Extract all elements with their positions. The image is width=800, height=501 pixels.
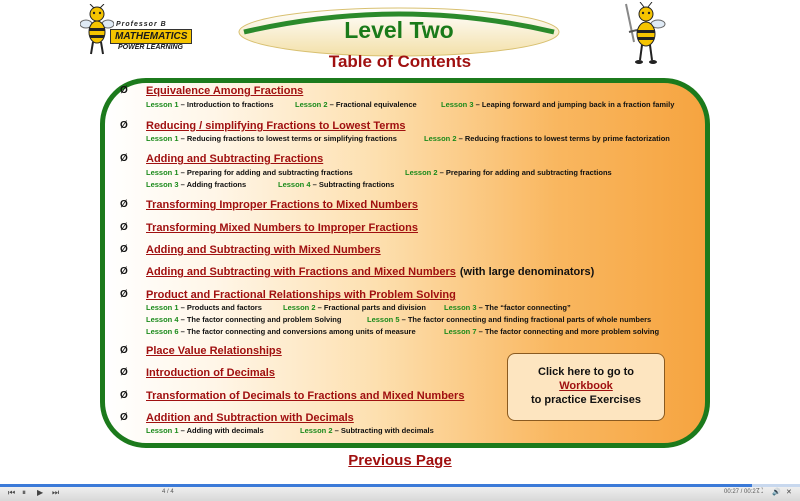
- previous-page-link[interactable]: Previous Page: [348, 452, 452, 469]
- section-bullet: Ø: [120, 120, 128, 131]
- lesson-link[interactable]: Lesson 6 – The factor connecting and conversions among units of measure: [146, 327, 416, 336]
- lesson-link[interactable]: Lesson 2 – Subtracting with decimals: [300, 426, 434, 435]
- rewind-icon[interactable]: ⏮: [8, 488, 16, 497]
- section-link-improper-to-mixed[interactable]: Transforming Improper Fractions to Mixed Numbers: [146, 199, 418, 211]
- bee-with-sword-icon: [618, 2, 666, 66]
- section-bullet: Ø: [120, 289, 128, 300]
- lesson-link[interactable]: Lesson 1 – Reducing fractions to lowest terms or simplifying fractions: [146, 134, 397, 143]
- lesson-link[interactable]: Lesson 4 – The factor connecting and problem Solving: [146, 315, 342, 324]
- lesson-link[interactable]: Lesson 1 – Adding with decimals: [146, 426, 264, 435]
- section-link-equivalence-among-fractions[interactable]: Equivalence Among Fractions: [146, 85, 304, 97]
- section-bullet: Ø: [120, 412, 128, 423]
- section-title-note: (with large denominators): [459, 266, 595, 278]
- playback-time: 00:27 / 00:27: [724, 489, 760, 495]
- playback-progress-bar[interactable]: [0, 484, 800, 487]
- professor-b-logo: [80, 4, 200, 58]
- section-link-reducing-fractions[interactable]: Reducing / simplifying Fractions to Lowest Terms: [146, 120, 406, 132]
- workbook-link[interactable]: Workbook: [559, 380, 613, 392]
- table-of-contents-heading: Table of Contents: [328, 52, 472, 71]
- lesson-link[interactable]: Lesson 5 – The factor connecting and finding fractional parts of whole numbers: [367, 315, 652, 324]
- lesson-link[interactable]: Lesson 3 – Leaping forward and jumping back in a fraction family: [441, 100, 675, 109]
- fullscreen-icon[interactable]: ⛶: [758, 488, 763, 495]
- next-icon[interactable]: ⏭: [52, 488, 60, 497]
- lesson-link[interactable]: Lesson 1 – Preparing for adding and subtracting fractions: [146, 168, 353, 177]
- lesson-link[interactable]: Lesson 2 – Preparing for adding and subtracting fractions: [405, 168, 612, 177]
- logo-bottom-text: POWER LEARNING: [118, 44, 183, 51]
- section-link-introduction-decimals[interactable]: Introduction of Decimals: [146, 367, 275, 379]
- pause-icon[interactable]: ⏸: [22, 488, 26, 497]
- logo-top-text: Professor B: [116, 21, 167, 28]
- section-bullet: Ø: [120, 153, 128, 164]
- volume-icon[interactable]: 🔊: [772, 489, 781, 496]
- lesson-link[interactable]: Lesson 4 – Subtracting fractions: [278, 180, 395, 189]
- lesson-link[interactable]: Lesson 3 – Adding fractions: [146, 180, 247, 189]
- section-bullet: Ø: [120, 367, 128, 378]
- page-title: Level Two: [344, 17, 454, 43]
- section-bullet: Ø: [120, 266, 128, 277]
- slide-counter: 4 / 4: [162, 489, 174, 495]
- lesson-link[interactable]: Lesson 1 – Introduction to fractions: [146, 100, 274, 109]
- section-link-place-value[interactable]: Place Value Relationships: [146, 345, 282, 357]
- bee-mascot-icon: [80, 4, 114, 56]
- play-icon[interactable]: ▶: [37, 488, 44, 497]
- section-bullet: Ø: [120, 85, 128, 96]
- section-link-decimals-add-subtract[interactable]: Addition and Subtraction with Decimals: [146, 412, 354, 424]
- section-row-large-denominators: [146, 266, 594, 278]
- logo-middle-text: MATHEMATICS: [110, 29, 192, 44]
- section-bullet: Ø: [120, 244, 128, 255]
- section-link-product-fractional-relationships[interactable]: Product and Fractional Relationships with Problem Solving: [146, 289, 456, 301]
- section-link-mixed-numbers[interactable]: Adding and Subtracting with Mixed Numbers: [146, 244, 381, 256]
- lesson-link[interactable]: Lesson 2 – Fractional parts and division: [283, 303, 426, 312]
- close-icon[interactable]: ✕: [786, 489, 792, 496]
- section-bullet: Ø: [120, 222, 128, 233]
- lesson-link[interactable]: Lesson 3 – The “factor connecting”: [444, 303, 571, 312]
- section-link-mixed-to-improper[interactable]: Transforming Mixed Numbers to Improper Fractions: [146, 222, 418, 234]
- lesson-link[interactable]: Lesson 2 – Reducing fractions to lowest terms by prime factorization: [424, 134, 670, 143]
- section-bullet: Ø: [120, 345, 128, 356]
- section-link-decimals-to-fractions[interactable]: Transformation of Decimals to Fractions and Mixed Numbers: [146, 390, 465, 402]
- section-link-large-denominators[interactable]: Adding and Subtracting with Fractions and Mixed Numbers: [146, 266, 456, 278]
- workbook-button[interactable]: [507, 353, 665, 421]
- workbook-line-3: to practice Exercises: [530, 394, 642, 406]
- section-link-adding-subtracting-fractions[interactable]: Adding and Subtracting Fractions: [146, 153, 324, 165]
- progress-fill: [0, 484, 752, 487]
- lesson-link[interactable]: Lesson 7 – The factor connecting and more problem solving: [444, 327, 660, 336]
- lesson-link[interactable]: Lesson 1 – Products and factors: [146, 303, 262, 312]
- section-bullet: Ø: [120, 390, 128, 401]
- lesson-link[interactable]: Lesson 2 – Fractional equivalence: [295, 100, 417, 109]
- workbook-line-1: Click here to go to: [538, 366, 634, 378]
- section-bullet: Ø: [120, 199, 128, 210]
